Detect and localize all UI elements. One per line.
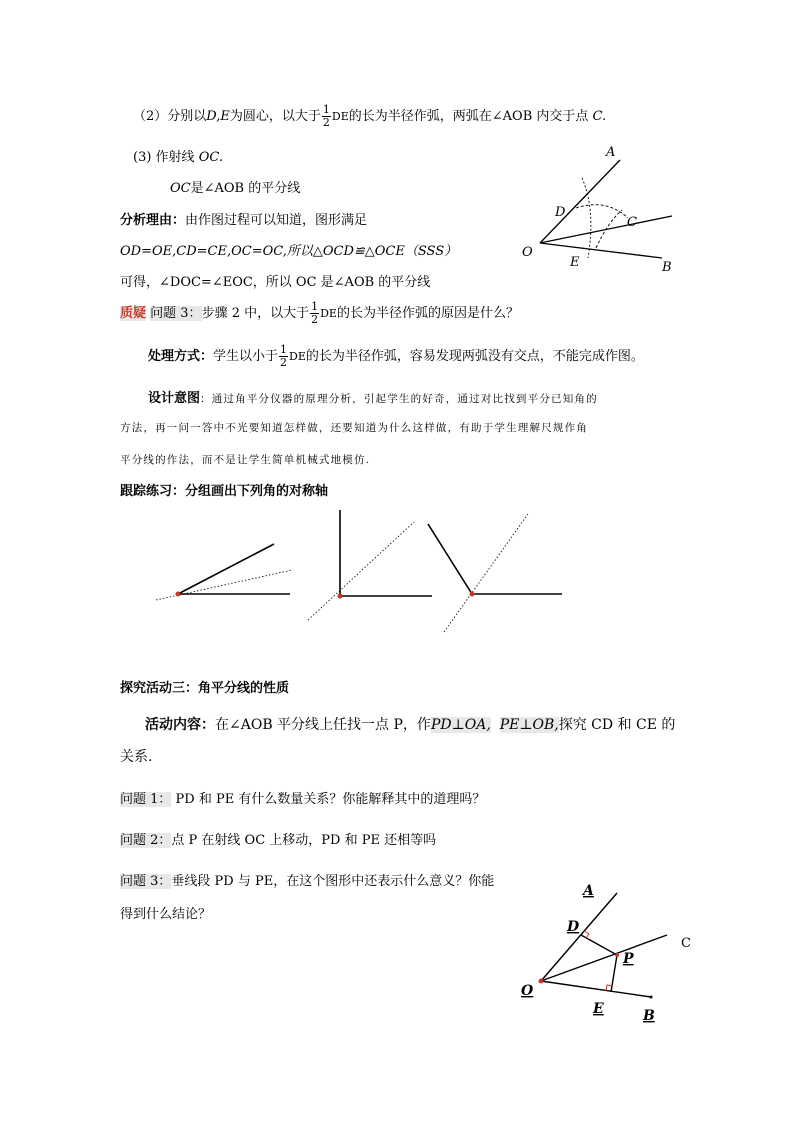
angle1-side1 — [178, 544, 274, 594]
angle2-bisector — [308, 522, 414, 620]
design-line3: 平分线的作法，而不是让学生简单机械式地模仿. — [120, 454, 371, 466]
analysis-line2: OD=OE,CD=CE,OC=OC,所以△OCD≌△OCE（SSS） — [120, 244, 458, 259]
content-text2: 探究 CD 和 CE 的 — [558, 717, 676, 733]
label-o: O — [522, 245, 533, 260]
fraction — [322, 104, 331, 129]
frac-tail: DE — [331, 110, 349, 123]
step2-de: D,E — [206, 109, 230, 124]
question-2-text: 点 P 在射线 OC 上移动，PD 和 PE 还相等吗 — [171, 833, 437, 848]
question-1-label: 问题 1： — [120, 792, 172, 807]
conclusion-line — [170, 177, 300, 196]
doubt-question-label: 问题 3： — [150, 306, 202, 321]
question-3 — [120, 870, 494, 889]
conclusion-oc: OC — [170, 181, 191, 196]
question-3-text: 垂线段 PD 与 PE，在这个图形中还表示什么意义？你能 — [171, 874, 495, 889]
design-text1: ：通过角平分仪器的原理分析，引起学生的好奇，通过对比找到平分已知角的 — [200, 393, 598, 405]
frac-num: 1 — [280, 343, 288, 356]
content-pd: PD⊥OA, — [430, 717, 491, 733]
fraction — [279, 344, 288, 369]
frac-tail: DE — [320, 307, 337, 320]
label-p: P — [623, 951, 634, 967]
doubt-text2: 的长为半径作弧的原因是什么？ — [336, 306, 519, 321]
angle1-vertex — [176, 592, 181, 597]
content-line — [145, 714, 675, 734]
content-text1: 在∠AOB 平分线上任找一点 P，作 — [215, 717, 431, 733]
analysis-line — [120, 209, 367, 228]
question-3-label: 问题 3： — [120, 874, 172, 889]
point-o — [539, 979, 544, 984]
question-3-line2: 得到什么结论？ — [120, 907, 212, 922]
analysis-text: 由作图过程可以知道，图形满足 — [185, 213, 368, 228]
construction-figure — [510, 140, 690, 280]
frac-den: 2 — [311, 313, 319, 326]
question-1 — [120, 788, 485, 807]
label-b: B — [662, 260, 672, 275]
handling-line — [148, 344, 644, 369]
point-b — [650, 996, 653, 999]
label-d: D — [555, 205, 566, 220]
activity3-title: 探究活动三：角平分线的性质 — [120, 681, 290, 696]
handling-text1: 学生以小于 — [213, 349, 279, 364]
arc-from-d — [576, 205, 628, 218]
content-line2: 关系. — [120, 749, 153, 765]
step2-suffix: 的长为半径作弧，两弧在∠AOB 内交于点 — [348, 109, 589, 124]
doubt-text1: 步骤 2 中，以大于 — [201, 306, 310, 321]
step2-prefix: （2）分别以 — [133, 109, 207, 124]
practice-title: 跟踪练习：分组画出下列角的对称轴 — [120, 484, 329, 499]
label-a: A — [583, 883, 594, 899]
ray-ob — [541, 981, 651, 997]
frac-tail: DE — [289, 350, 306, 363]
label-d: D — [567, 919, 580, 935]
analysis-line3: 可得，∠DOC=∠EOC，所以 OC 是∠AOB 的平分线 — [120, 275, 431, 290]
label-e: E — [570, 255, 580, 270]
step2-mid: 为圆心，以大于 — [229, 109, 321, 124]
question-1-text: PD 和 PE 有什么数量关系？你能解释其中的道理吗？ — [175, 792, 486, 807]
question-2 — [120, 829, 436, 848]
arc-de — [582, 178, 591, 258]
label-o: O — [521, 983, 534, 999]
label-a: A — [606, 145, 616, 160]
property-figure — [505, 875, 705, 1030]
question-2-label: 问题 2： — [120, 833, 172, 848]
point-p — [615, 953, 619, 957]
label-c: C — [681, 936, 691, 951]
frac-den: 2 — [322, 116, 330, 129]
angle3-vertex — [470, 592, 475, 597]
doubt-line — [120, 301, 519, 326]
content-pe: PE⊥OB, — [499, 717, 559, 733]
label-c: C — [627, 215, 637, 230]
frac-den: 2 — [280, 356, 288, 369]
angle3-bisector — [444, 514, 528, 632]
design-line1 — [148, 387, 598, 406]
step2-point: C. — [592, 109, 607, 124]
label-b: B — [643, 1008, 655, 1024]
content-label: 活动内容： — [145, 717, 215, 733]
analysis-label: 分析理由： — [120, 213, 186, 228]
fraction — [310, 301, 319, 326]
handling-text2: 的长为半径作弧，容易发现两弧没有交点，不能完成作图。 — [305, 349, 644, 364]
ray-ob — [540, 243, 662, 258]
practice-angles — [150, 500, 570, 640]
conclusion-text: 是∠AOB 的平分线 — [190, 181, 301, 196]
frac-num: 1 — [311, 300, 319, 313]
step3-prefix: (3) 作射线 — [133, 150, 195, 165]
label-e: E — [593, 1001, 604, 1017]
frac-num: 1 — [322, 103, 330, 116]
design-label: 设计意图 — [148, 391, 201, 406]
ray-oc — [541, 935, 667, 981]
handling-label: 处理方式： — [148, 349, 214, 364]
design-line2: 方法，再一问一答中不光要知道怎样做，还要知道为什么这样做，有助于学生理解尺规作角 — [120, 422, 588, 434]
step3-ray: OC. — [198, 150, 223, 165]
step3-line — [133, 146, 223, 165]
step2-line — [133, 104, 606, 129]
ray-oa — [540, 160, 620, 243]
doubt-tag: 质疑 — [120, 306, 147, 321]
segment-pe — [611, 955, 617, 992]
angle3-side1 — [428, 524, 472, 594]
angle2-vertex — [338, 594, 343, 599]
